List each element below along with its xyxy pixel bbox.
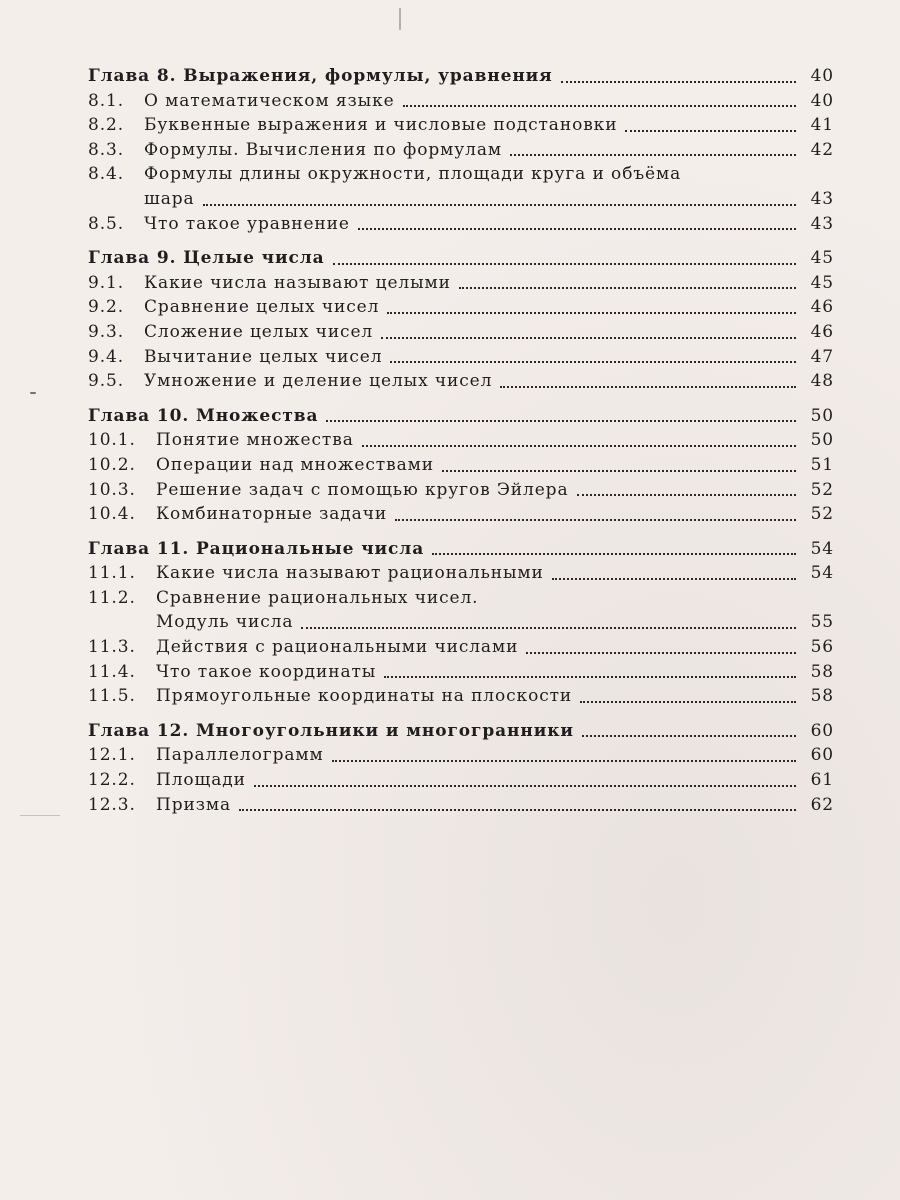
page-number: 51 (810, 454, 834, 475)
section-title: Сравнение целых чисел (144, 297, 380, 318)
page-number: 52 (810, 479, 834, 500)
page-number: 48 (810, 371, 834, 392)
toc-chapter (88, 404, 834, 527)
chapter-title (88, 404, 318, 429)
section-row[interactable] (88, 453, 834, 478)
section-number: 11.1. (88, 563, 136, 584)
section-title: Комбинаторные задачи (156, 504, 388, 525)
section-row[interactable] (88, 743, 834, 768)
page-number: 40 (810, 66, 834, 86)
section-row[interactable] (88, 586, 834, 611)
section-number: 8.1. (88, 90, 125, 111)
page-number: 60 (810, 720, 834, 741)
section-title: Сравнение рациональных чисел. (156, 587, 479, 608)
section-number: 9.4. (88, 346, 125, 367)
page-number: 58 (810, 686, 834, 707)
section-row[interactable] (88, 320, 834, 345)
dot-leader (577, 494, 797, 496)
toc-chapter (88, 246, 834, 394)
section-number: 11.4. (88, 661, 136, 682)
section-number: 12.2. (88, 770, 136, 791)
section-row[interactable] (88, 212, 834, 237)
dot-leader (580, 701, 796, 703)
dot-leader (432, 553, 796, 555)
section-title: Действия с рациональными числами (156, 637, 519, 658)
chapter-heading[interactable] (88, 719, 834, 744)
section-title: Сложение целых чисел (144, 321, 374, 342)
dot-leader (387, 312, 796, 314)
section-title: Параллелограмм (156, 745, 324, 766)
section-number: 8.4. (88, 164, 125, 185)
section-row[interactable] (88, 295, 834, 320)
dot-leader (384, 676, 796, 678)
dot-leader (552, 578, 796, 580)
section-number: 8.5. (88, 213, 125, 234)
section-title: Понятие множества (156, 430, 354, 451)
page-number: 50 (810, 430, 834, 451)
section-number: 11.2. (88, 587, 136, 608)
page-number: 41 (810, 115, 834, 136)
section-row[interactable] (88, 113, 834, 138)
dot-leader (332, 760, 796, 762)
section-title: Решение задач с помощью кругов Эйлера (156, 479, 569, 500)
dot-leader (381, 337, 796, 339)
chapter-name: Рациональные числа (196, 538, 425, 559)
section-number: 12.3. (88, 794, 136, 815)
page-number: 40 (810, 90, 834, 111)
toc-chapter (88, 64, 834, 236)
chapter-title (88, 537, 424, 562)
dot-leader (390, 361, 796, 363)
page-number: 55 (810, 612, 834, 633)
section-title-continuation: шара (144, 188, 195, 209)
section-row[interactable] (88, 660, 834, 685)
section-title: Формулы. Вычисления по формулам (144, 139, 503, 160)
dot-leader (239, 809, 796, 811)
page-number: 61 (810, 770, 834, 791)
section-title: Умножение и деление целых чисел (144, 371, 493, 392)
section-row-continuation[interactable] (88, 610, 834, 635)
section-number: 8.3. (88, 139, 125, 160)
page-number: 47 (810, 346, 834, 367)
dot-leader (500, 386, 796, 388)
toc-chapter (88, 719, 834, 817)
dot-leader (625, 130, 796, 132)
chapter-number: Глава 8. (88, 66, 177, 86)
page-number: 52 (810, 504, 834, 525)
dot-leader (301, 627, 796, 629)
page-number: 54 (810, 538, 834, 559)
section-row[interactable] (88, 768, 834, 793)
chapter-heading[interactable] (88, 404, 834, 429)
section-row[interactable] (88, 502, 834, 527)
section-number: 9.5. (88, 371, 125, 392)
chapter-heading[interactable] (88, 537, 834, 562)
page-fold-mark (399, 8, 401, 30)
page-number: 45 (810, 272, 834, 293)
table-of-contents (88, 64, 834, 827)
dot-leader (561, 81, 796, 83)
section-title: Площади (156, 770, 246, 791)
paper-edge-mark (20, 815, 60, 816)
section-number: 10.3. (88, 479, 136, 500)
section-number: 11.3. (88, 637, 136, 658)
section-title: Вычитание целых чисел (144, 346, 383, 367)
dot-leader (459, 287, 796, 289)
chapter-name: Целые числа (183, 248, 325, 269)
paper-speck (30, 392, 36, 394)
dot-leader (526, 652, 796, 654)
chapter-number: Глава 11. (88, 538, 190, 559)
section-row[interactable] (88, 684, 834, 709)
section-number: 9.1. (88, 272, 125, 293)
chapter-title (88, 64, 553, 89)
section-row[interactable] (88, 89, 834, 114)
chapter-number: Глава 10. (88, 405, 190, 426)
chapter-title (88, 246, 325, 271)
dot-leader (403, 105, 796, 107)
section-title: Призма (156, 794, 232, 815)
dot-leader (362, 445, 796, 447)
section-row[interactable] (88, 345, 834, 370)
section-row[interactable] (88, 369, 834, 394)
section-number: 11.5. (88, 686, 136, 707)
section-title: Формулы длины окружности, площади круга и объёма (144, 164, 682, 185)
page-number: 50 (810, 405, 834, 426)
section-title: Прямоугольные координаты на плоскости (156, 686, 573, 707)
section-number: 9.2. (88, 297, 125, 318)
page-number: 43 (810, 188, 834, 209)
section-row-continuation[interactable] (88, 187, 834, 212)
page-number: 46 (810, 321, 834, 342)
chapter-number: Глава 12. (88, 720, 190, 741)
section-title: О математическом языке (144, 90, 395, 111)
section-title: Какие числа называют целыми (144, 272, 451, 293)
section-number: 10.4. (88, 504, 136, 525)
section-title: Какие числа называют рациональными (156, 563, 544, 584)
page-number: 54 (810, 563, 834, 584)
toc-chapter (88, 537, 834, 709)
chapter-heading[interactable] (88, 64, 834, 89)
chapter-heading[interactable] (88, 246, 834, 271)
section-title: Что такое координаты (156, 661, 377, 682)
page-number: 42 (810, 139, 834, 160)
section-number: 9.3. (88, 321, 125, 342)
section-row[interactable] (88, 793, 834, 818)
section-row[interactable] (88, 428, 834, 453)
dot-leader (442, 470, 796, 472)
dot-leader (333, 263, 796, 265)
dot-leader (582, 735, 796, 737)
section-row[interactable] (88, 635, 834, 660)
page-number: 56 (810, 637, 834, 658)
section-row[interactable] (88, 271, 834, 296)
page-number: 43 (810, 213, 834, 234)
dot-leader (358, 228, 796, 230)
section-row[interactable] (88, 138, 834, 163)
section-row[interactable] (88, 478, 834, 503)
page-number: 45 (810, 248, 834, 269)
section-title: Буквенные выражения и числовые подстановки (144, 115, 618, 136)
chapter-name: Множества (196, 405, 319, 426)
dot-leader (395, 519, 796, 521)
chapter-number: Глава 9. (88, 248, 177, 269)
page-number: 60 (810, 745, 834, 766)
dot-leader (203, 204, 796, 206)
section-number: 8.2. (88, 115, 125, 136)
dot-leader (326, 420, 796, 422)
chapter-name: Многоугольники и многогранники (196, 720, 574, 741)
page-number: 46 (810, 297, 834, 318)
dot-leader (254, 785, 796, 787)
section-row[interactable] (88, 162, 834, 187)
section-number: 10.2. (88, 454, 136, 475)
section-row[interactable] (88, 561, 834, 586)
section-title-continuation: Модуль числа (156, 612, 294, 633)
chapter-name: Выражения, формулы, уравнения (183, 66, 553, 86)
page-number: 58 (810, 661, 834, 682)
section-number: 10.1. (88, 430, 136, 451)
section-title: Операции над множествами (156, 454, 434, 475)
dot-leader (510, 154, 796, 156)
chapter-title (88, 719, 574, 744)
section-number: 12.1. (88, 745, 136, 766)
page-number: 62 (810, 794, 834, 815)
section-title: Что такое уравнение (144, 213, 350, 234)
